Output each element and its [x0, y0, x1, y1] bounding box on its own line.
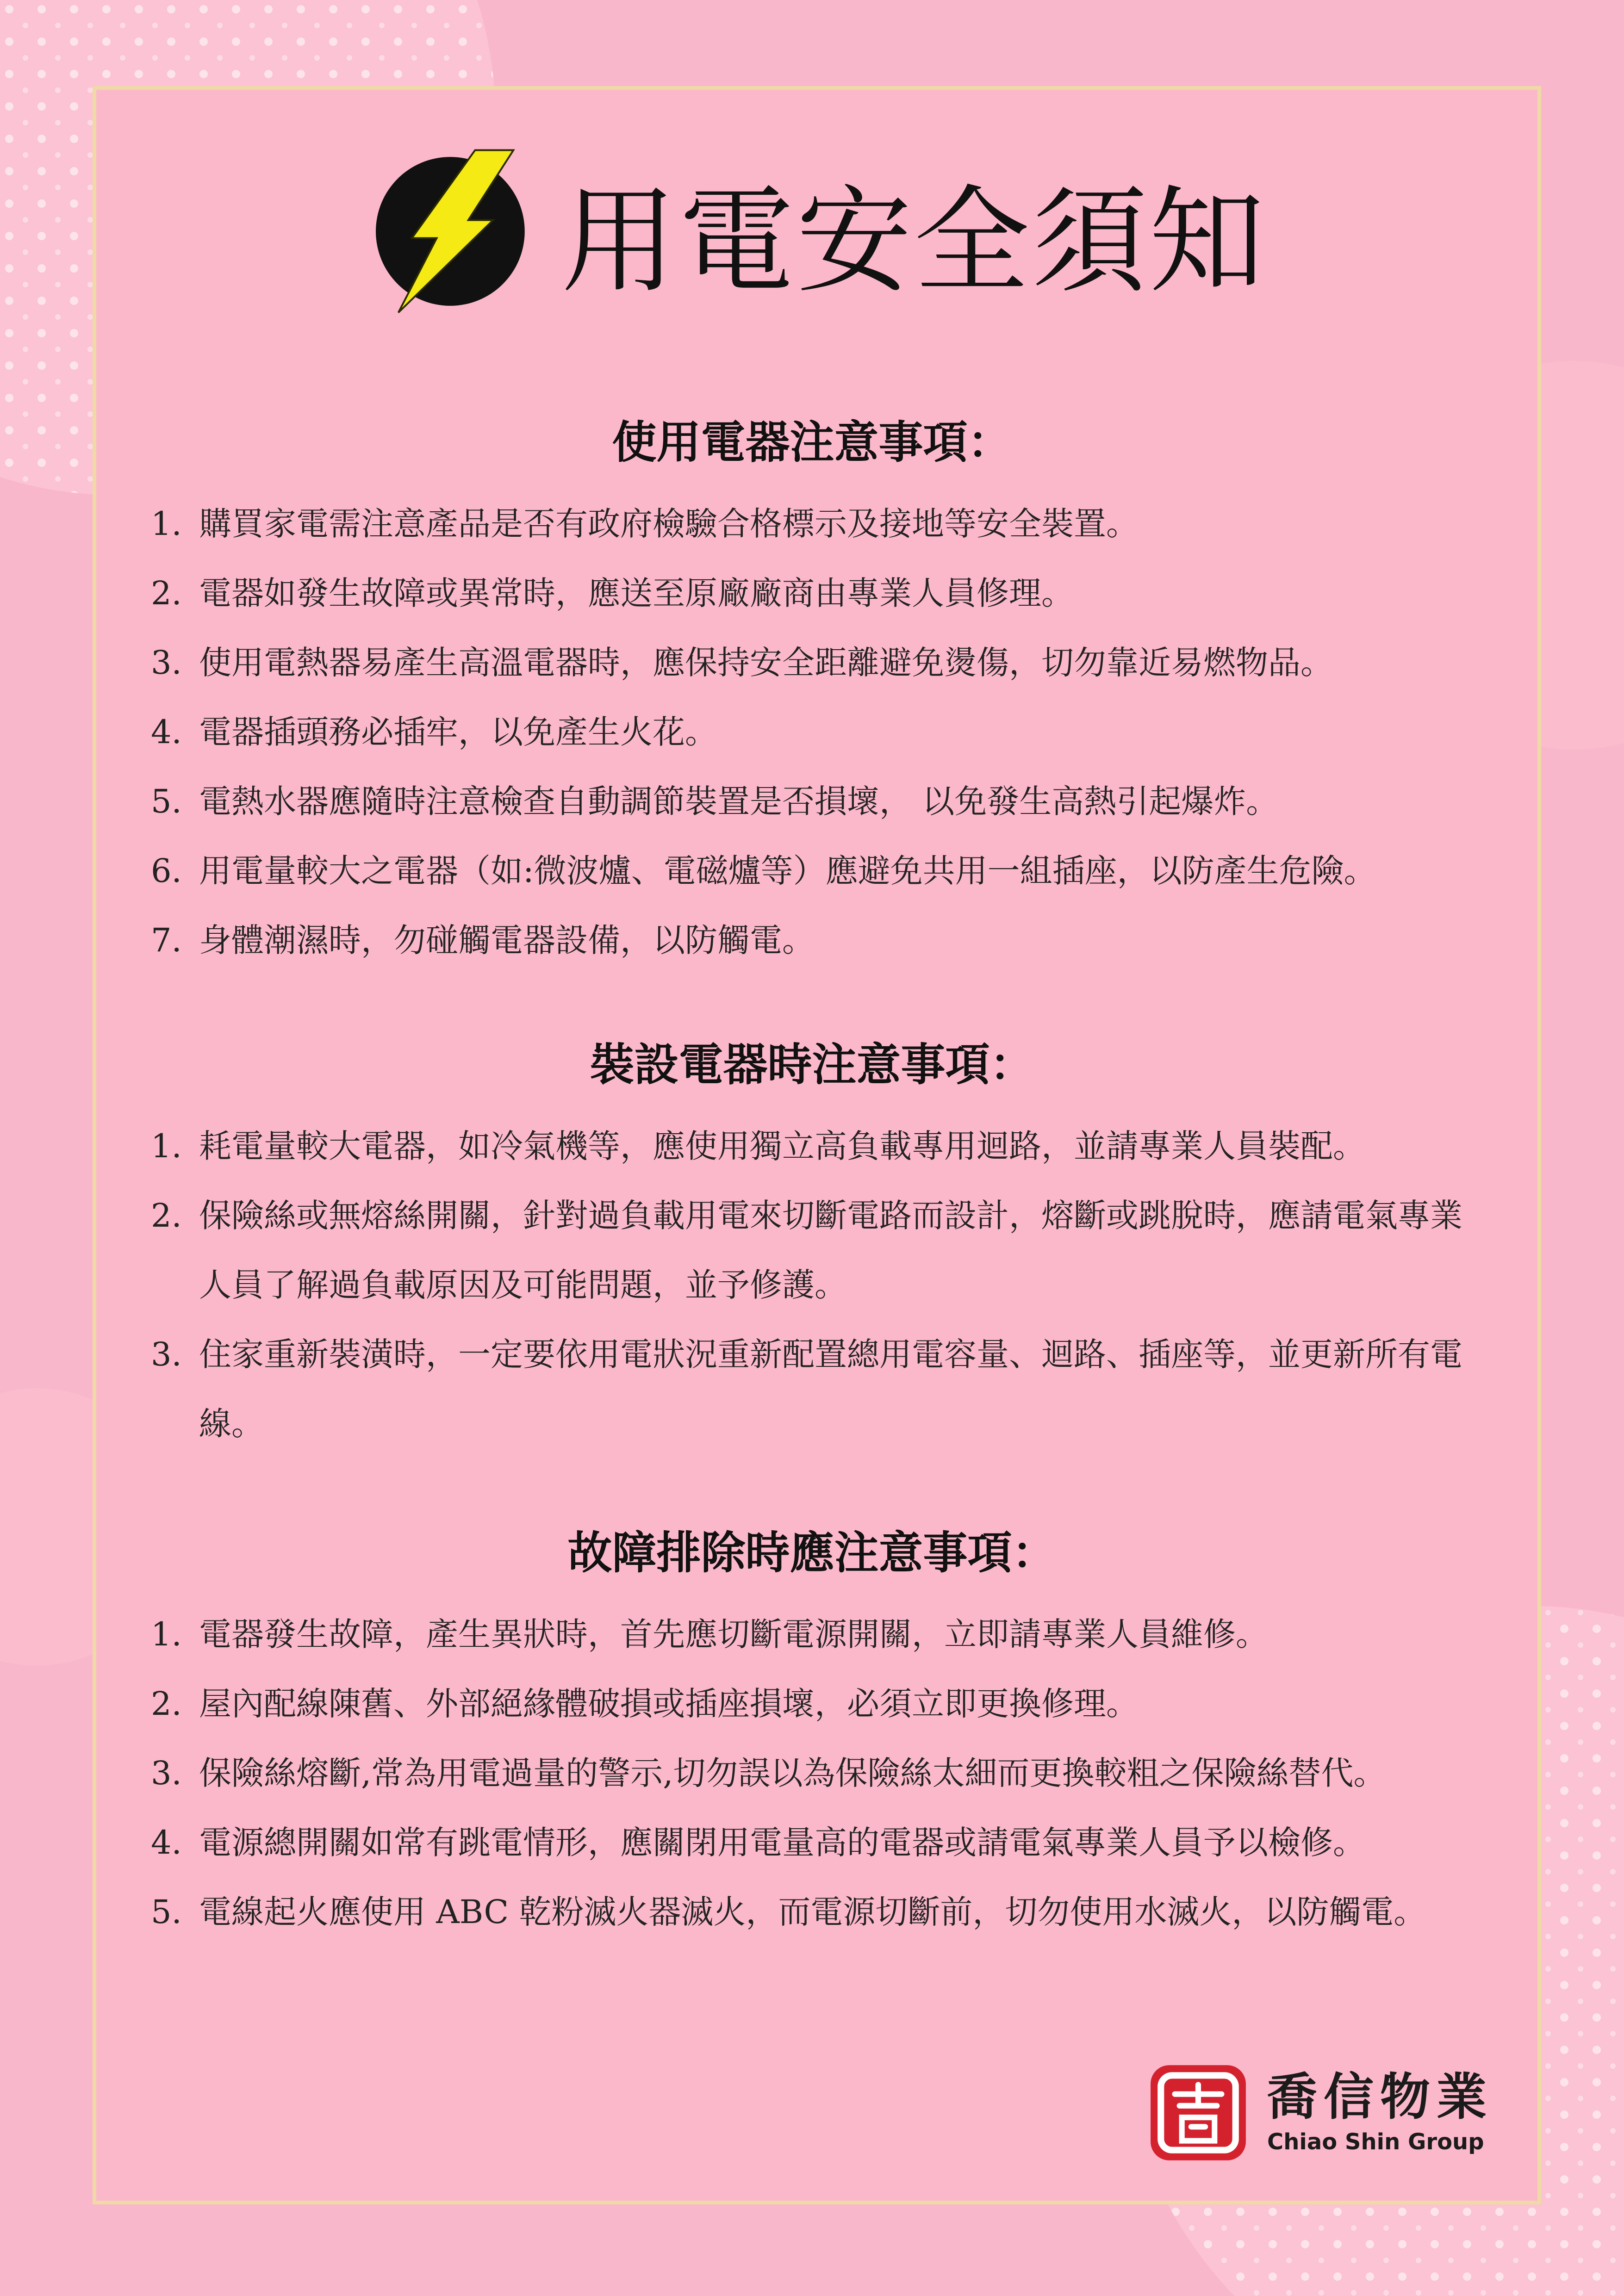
chiao-shin-logo-icon [1147, 2061, 1250, 2164]
item-list [0, 489, 1624, 975]
list-item: 2. 屋內配線陳舊、外部絕緣體破損或插座損壞，必須立即更換修理。 [151, 1685, 1139, 1723]
list-item: 5. 電熱水器應隨時注意檢查自動調節裝置是否損壞， 以免發生高熱引起爆炸。 [151, 782, 1279, 820]
section-appliance-use [0, 407, 1624, 975]
section-heading: 裝設電器時注意事項： [590, 1039, 1034, 1091]
lightning-bolt-icon [358, 141, 538, 322]
company-name-cn: 喬信物業 [1267, 2068, 1493, 2126]
section-troubleshooting [0, 1518, 1624, 1947]
list-item: 1. 電器發生故障，產生異狀時，首先應切斷電源開關，立即請專業人員維修。 [151, 1615, 1268, 1653]
item-list [0, 1600, 1624, 1947]
company-name-en: Chiao Shin Group [1267, 2129, 1484, 2155]
section-heading: 使用電器注意事項： [612, 416, 1012, 468]
list-item: 1. 耗電量較大電器，如冷氣機等，應使用獨立高負載專用迴路，並請專業人員裝配。 [151, 1127, 1365, 1165]
list-item: 4. 電器插頭務必插牢，以免產生火花。 [151, 713, 717, 751]
list-item: 2. 電器如發生故障或異常時，應送至原廠廠商由專業人員修理。 [151, 574, 1074, 612]
logo-text [1267, 2070, 1493, 2156]
section-heading: 故障排除時應注意事項： [567, 1527, 1057, 1579]
page-title: 用電安全須知 [561, 174, 1267, 309]
list-item: 3. 住家重新裝潢時，一定要依用電狀況重新配置總用電容量、迴路、插座等，並更新所有電線。 [151, 1335, 1462, 1443]
list-item: 3. 使用電熱器易產生高溫電器時，應保持安全距離避免燙傷，切勿靠近易燃物品。 [151, 644, 1333, 682]
item-list [0, 1111, 1624, 1458]
list-item: 1. 購買家電需注意產品是否有政府檢驗合格標示及接地等安全裝置。 [151, 505, 1139, 543]
list-item: 5. 電線起火應使用 ABC 乾粉滅火器滅火，而電源切斷前，切勿使用水滅火，以防觸電。 [151, 1893, 1426, 1931]
header [0, 130, 1624, 333]
list-item: 4. 電源總開關如常有跳電情形，應關閉用電量高的電器或請電氣專業人員予以檢修。 [151, 1824, 1365, 1862]
section-installation [0, 1030, 1624, 1458]
list-item: 2. 保險絲或無熔絲開關，針對過負載用電來切斷電路而設計，熔斷或跳脫時，應請電氣專業人員了解過負載原因及可能問題，並予修護。 [151, 1197, 1462, 1304]
list-item: 3. 保險絲熔斷,常為用電過量的警示,切勿誤以為保險絲太細而更換較粗之保險絲替代。 [151, 1754, 1386, 1792]
list-item: 6. 用電量較大之電器（如:微波爐、電磁爐等）應避免共用一組插座，以防產生危險。 [151, 852, 1376, 890]
list-item: 7. 身體潮濕時，勿碰觸電器設備，以防觸電。 [151, 921, 815, 959]
company-logo [1147, 2061, 1493, 2164]
